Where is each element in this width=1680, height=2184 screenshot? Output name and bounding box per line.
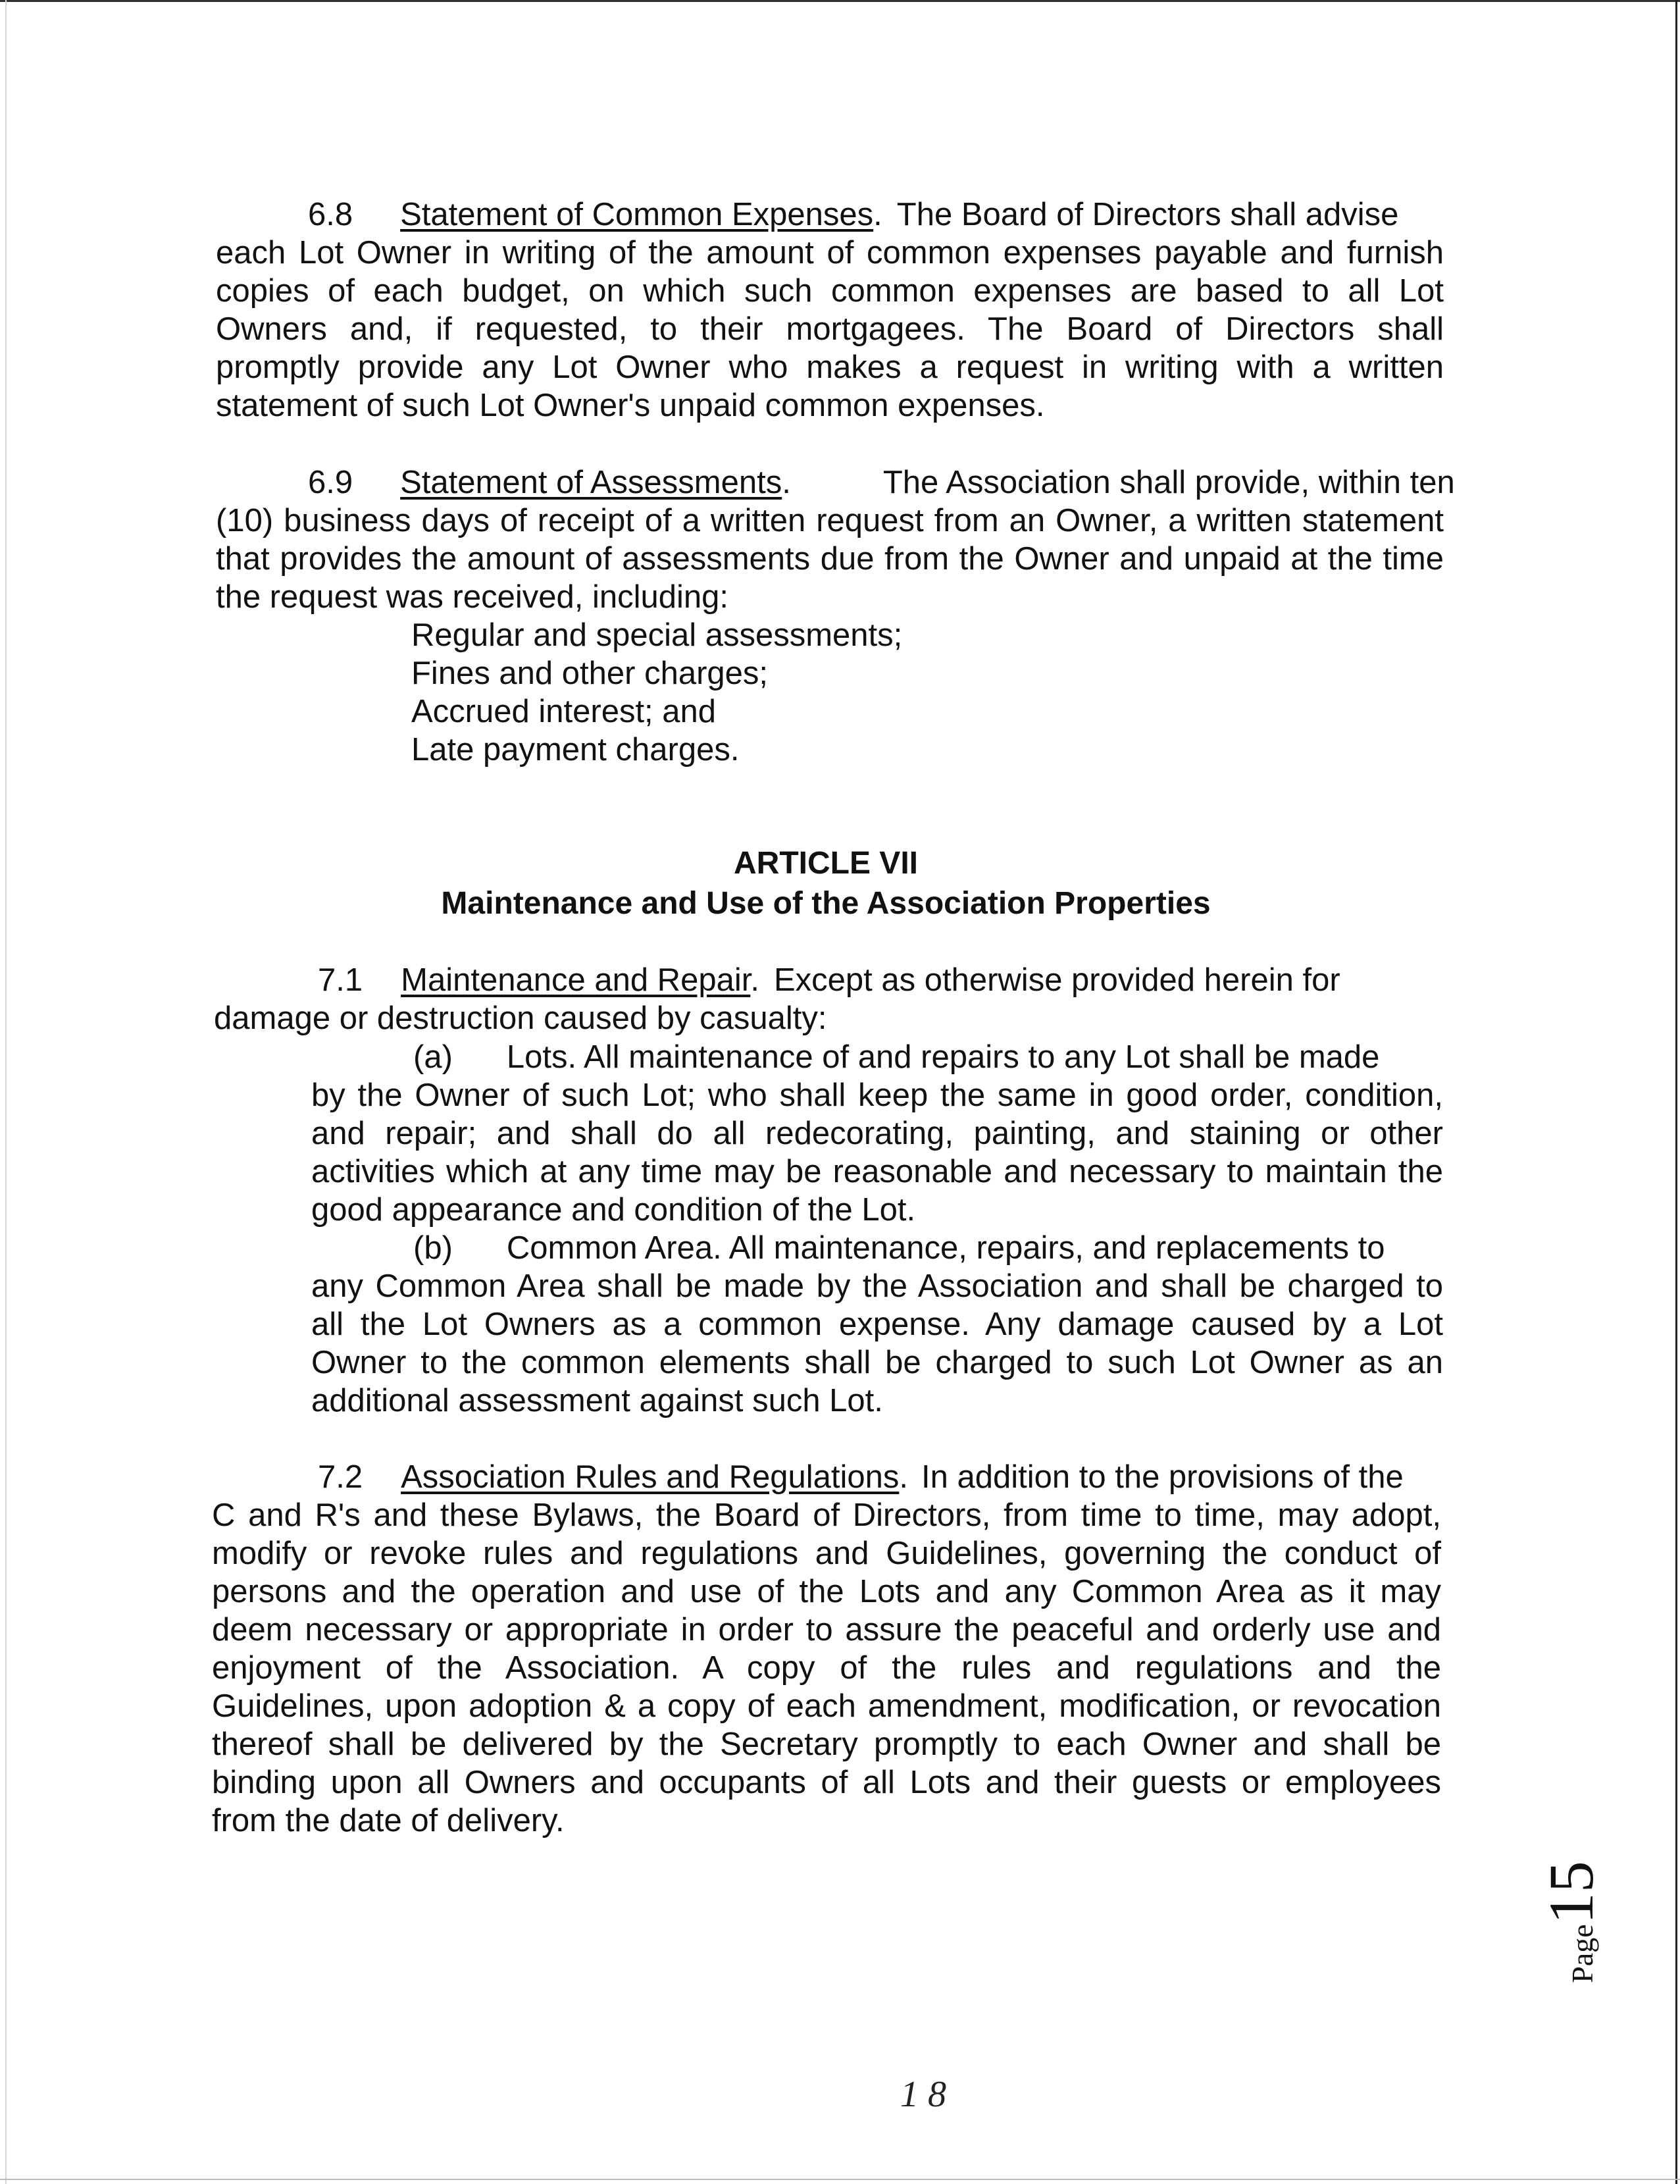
section-6-9-heading-line: 6.9 Statement of Assessments. The Association shall provide, within ten — [308, 465, 1455, 500]
paragraph-line: copies of each budget, on which such common expenses are based to all Lot — [216, 273, 1444, 309]
handwritten-page-mark: 1 8 — [900, 2074, 946, 2115]
paragraph-line: from the date of delivery. — [212, 1803, 565, 1838]
paragraph-line: the request was received, including: — [216, 579, 728, 615]
paragraph-line: deem necessary or appropriate in order to assure the peaceful and orderly use and — [212, 1612, 1441, 1648]
paragraph-line: that provides the amount of assessments due from the Owner and unpaid at the time — [216, 541, 1444, 577]
paragraph-line: binding upon all Owners and occupants of all Lots and their guests or employees — [212, 1765, 1441, 1800]
section-title: Maintenance and Repair — [401, 962, 751, 998]
section-7-2-heading-line: 7.2 Association Rules and Regulations. In addition to the provisions of the — [318, 1459, 1404, 1495]
section-number: 7.1 — [318, 962, 363, 998]
paragraph-line: good appearance and condition of the Lot. — [311, 1192, 916, 1228]
paragraph-line: each Lot Owner in writing of the amount of common expenses payable and furnish — [216, 235, 1444, 271]
paragraph-line: Owner to the common elements shall be charged to such Lot Owner as an — [311, 1345, 1443, 1380]
scan-edge-bottom — [0, 2179, 1680, 2180]
subsection-label: (a) — [413, 1039, 453, 1075]
paragraph-line: persons and the operation and use of the Lots and any Common Area as it may — [212, 1574, 1441, 1609]
section-title: Statement of Common Expenses — [400, 197, 874, 232]
paragraph-line: by the Owner of such Lot; who shall keep the same in good order, condition, — [311, 1078, 1443, 1113]
paragraph-line: activities which at any time may be reasonable and necessary to maintain the — [311, 1154, 1443, 1189]
subsection-a-first-line — [413, 1038, 1379, 1076]
paragraph-line: Common Area. All maintenance, repairs, and replacements to — [506, 1230, 1385, 1266]
page-number-stamp — [1536, 1843, 1619, 2001]
scan-edge-top — [0, 0, 1680, 2]
paragraph-line: The Association shall provide, within ten — [882, 465, 1455, 500]
article-title: Maintenance and Use of the Association Properties — [441, 886, 1211, 921]
page-stamp-number: 15 — [1536, 1861, 1606, 1925]
list-item: Fines and other charges; — [411, 656, 769, 691]
paragraph-line: Guidelines, upon adoption & a copy of each amendment, modification, or revocation — [212, 1688, 1441, 1724]
section-6-8-heading-line: 6.8 Statement of Common Expenses. The Board of Directors shall advise — [308, 197, 1399, 232]
page-stamp-word: Page — [1565, 1924, 1599, 1983]
paragraph-line: additional assessment against such Lot. — [311, 1383, 883, 1418]
list-item: Regular and special assessments; — [411, 617, 903, 653]
subsection-label: (b) — [413, 1230, 453, 1266]
paragraph-line: promptly provide any Lot Owner who makes a request in writing with a written — [216, 350, 1444, 385]
paragraph-line: thereof shall be delivered by the Secretary promptly to each Owner and shall be — [212, 1727, 1441, 1762]
paragraph-line: The Board of Directors shall advise — [896, 197, 1399, 232]
paragraph-line: all the Lot Owners as a common expense. Any damage caused by a Lot — [311, 1307, 1443, 1342]
paragraph-line: and repair; and shall do all redecorating, painting, and staining or other — [311, 1116, 1443, 1151]
subsection-b-first-line — [413, 1229, 1385, 1267]
paragraph-line: modify or revoke rules and regulations and Guidelines, governing the conduct of — [212, 1536, 1441, 1571]
paragraph-line: damage or destruction caused by casualty: — [214, 1001, 827, 1036]
section-title: Statement of Assessments — [400, 465, 782, 500]
paragraph-line: In addition to the provisions of the — [921, 1459, 1404, 1495]
list-item: Late payment charges. — [411, 732, 740, 767]
paragraph-line: enjoyment of the Association. A copy of the rules and regulations and the — [212, 1650, 1441, 1686]
section-number: 7.2 — [318, 1459, 363, 1495]
section-number: 6.8 — [308, 197, 353, 232]
paragraph-line: any Common Area shall be made by the Association and shall be charged to — [311, 1268, 1443, 1304]
paragraph-line: statement of such Lot Owner's unpaid common expenses. — [216, 388, 1045, 423]
paragraph-line: C and R's and these Bylaws, the Board of Directors, from time to time, may adopt, — [212, 1497, 1441, 1533]
paragraph-line: (10) business days of receipt of a written request from an Owner, a written statement — [216, 503, 1444, 538]
paragraph-line: Owners and, if requested, to their mortgagees. The Board of Directors shall — [216, 311, 1444, 347]
section-number: 6.9 — [308, 465, 353, 500]
scan-edge-left — [5, 0, 7, 2184]
paragraph-line: Except as otherwise provided herein for — [773, 962, 1340, 998]
scan-edge-right — [1675, 0, 1677, 2184]
section-title: Association Rules and Regulations — [401, 1459, 900, 1495]
paragraph-line: Lots. All maintenance of and repairs to any Lot shall be made — [506, 1039, 1380, 1075]
section-7-1-heading-line: 7.1 Maintenance and Repair. Except as otherwise provided herein for — [318, 962, 1340, 998]
list-item: Accrued interest; and — [411, 694, 717, 729]
article-label: ARTICLE VII — [733, 846, 918, 881]
